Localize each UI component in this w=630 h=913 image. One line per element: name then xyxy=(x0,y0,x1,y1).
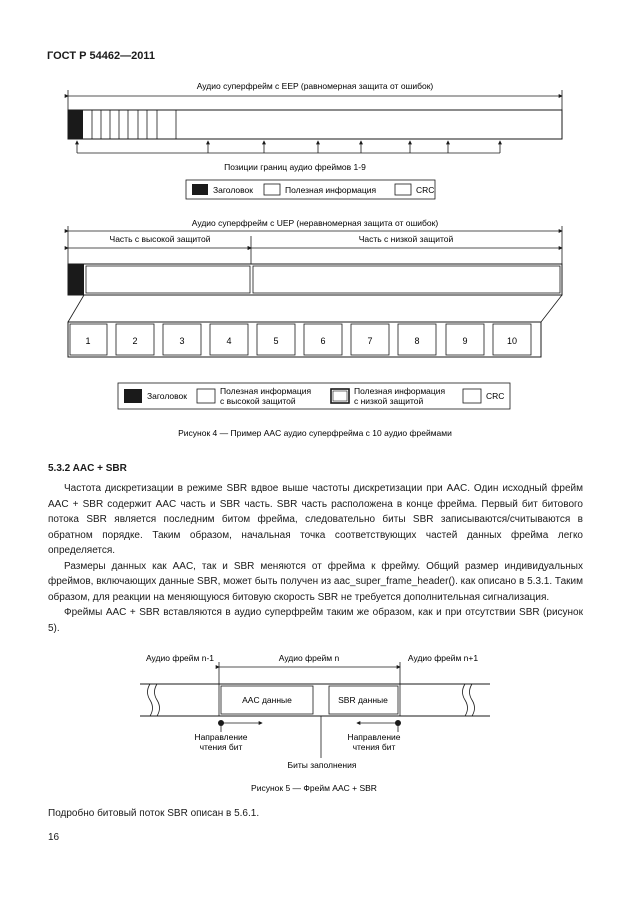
frame-boundary-arrows xyxy=(77,141,500,153)
legend2-crc-label: CRC xyxy=(486,391,505,401)
aac-data-label: AAC данные xyxy=(242,695,292,705)
uep-low-label: Часть с низкой защитой xyxy=(358,234,454,244)
legend2-high-swatch xyxy=(197,389,215,403)
legend2-low-label-2: с низкой защитой xyxy=(354,396,424,406)
fig5-cur-label: Аудио фрейм n xyxy=(278,653,340,663)
sbr-data-label: SBR данные xyxy=(338,695,388,705)
legend1-crc-label: CRC xyxy=(416,185,435,195)
doc-header: ГОСТ Р 54462—2011 xyxy=(47,50,155,62)
legend2-high-label-2: с высокой защитой xyxy=(220,396,296,406)
figure4-caption: Рисунок 4 — Пример AAC аудио суперфрейма с 10 аудио фреймами xyxy=(178,428,452,438)
frame-number-8: 8 xyxy=(414,336,420,346)
uep-low-payload xyxy=(253,266,560,293)
legend2-high-label-1: Полезная информация xyxy=(220,386,312,396)
legend1-header-label: Заголовок xyxy=(213,185,253,195)
frame-number-6: 6 xyxy=(320,336,326,346)
frame-number-5: 5 xyxy=(273,336,279,346)
figure5-caption: Рисунок 5 — Фрейм AAC + SBR xyxy=(251,783,377,793)
uep-high-payload xyxy=(86,266,250,293)
figure-4 xyxy=(0,0,630,445)
legend2-crc-swatch xyxy=(463,389,481,403)
legend2-header-swatch xyxy=(124,389,142,403)
dir-right-2: чтения бит xyxy=(352,742,396,752)
dir-left-1: Направление xyxy=(194,732,248,742)
fig5-next-label: Аудио фрейм n+1 xyxy=(407,653,479,663)
frame-number-3: 3 xyxy=(179,336,185,346)
frame-number-4: 4 xyxy=(226,336,232,346)
section-body xyxy=(48,481,583,636)
legend1-crc-swatch xyxy=(395,184,411,195)
dir-left-2: чтения бит xyxy=(199,742,243,752)
legend1-header-swatch xyxy=(192,184,208,195)
uep-title: Аудио суперфрейм с UEP (неравномерная защита от ошибок) xyxy=(191,218,439,228)
uep-high-label: Часть с высокой защитой xyxy=(109,234,211,244)
eep-title: Аудио суперфрейм с EEP (равномерная защита от ошибок) xyxy=(196,81,434,91)
legend2-header-label: Заголовок xyxy=(147,391,187,401)
section-title: 5.3.2 AAC + SBR xyxy=(48,463,127,474)
uep-header-block xyxy=(68,264,84,295)
paragraph-2: Размеры данных как AAC, так и SBR меняются от фрейма к фрейму. Общий размер индивидуальных фреймов, включающих данные SBR, может быть получен из aac_super_frame_header(). как описано в 5.3.1. Таким образом, для реакции на меняющуюся битовую скорость SBR не требуется дополнительная сигнализация. xyxy=(48,560,583,603)
frame-number-10: 10 xyxy=(506,336,518,346)
legend1-payload-label: Полезная информация xyxy=(285,185,377,195)
frame-number-9: 9 xyxy=(462,336,468,346)
figure-5 xyxy=(0,640,630,800)
fill-bits-label: Биты заполнения xyxy=(287,760,357,770)
dir-right-1: Направление xyxy=(347,732,401,742)
footer-note: Подробно битовый поток SBR описан в 5.6.1. xyxy=(48,808,260,819)
break-left-icon xyxy=(148,684,160,716)
legend1-payload-swatch xyxy=(264,184,280,195)
legend2-low-label-1: Полезная информация xyxy=(354,386,446,396)
frame-number-7: 7 xyxy=(367,336,373,346)
paragraph-1: Частота дискретизации в режиме SBR вдвое выше частоты дискретизации при AAC. Один исходный фрейм AAC + SBR содержит AAC часть и SBR часть. SBR часть расположена в конце фрейма. Первый бит битового потока SBR является последним битом фрейма, следовательно биты SBR записываются/считываются в обратном порядке. Таким образом, начальная точка соответствующих частей данных фрейма легко определяется. xyxy=(48,483,583,556)
eep-positions-label: Позиции границ аудио фреймов 1-9 xyxy=(224,162,366,172)
frame-number-2: 2 xyxy=(132,336,138,346)
eep-superframe-bar xyxy=(68,110,562,139)
page-number: 16 xyxy=(48,832,60,843)
paragraph-3: Фреймы AAC + SBR вставляются в аудио суперфрейм таким же образом, как и при отсутствии SBR (рисунок 5). xyxy=(48,607,583,634)
frame-number-1: 1 xyxy=(85,336,91,346)
fig5-prev-label: Аудио фрейм n-1 xyxy=(145,653,215,663)
eep-header-block xyxy=(68,110,83,139)
break-right-icon xyxy=(463,684,475,716)
